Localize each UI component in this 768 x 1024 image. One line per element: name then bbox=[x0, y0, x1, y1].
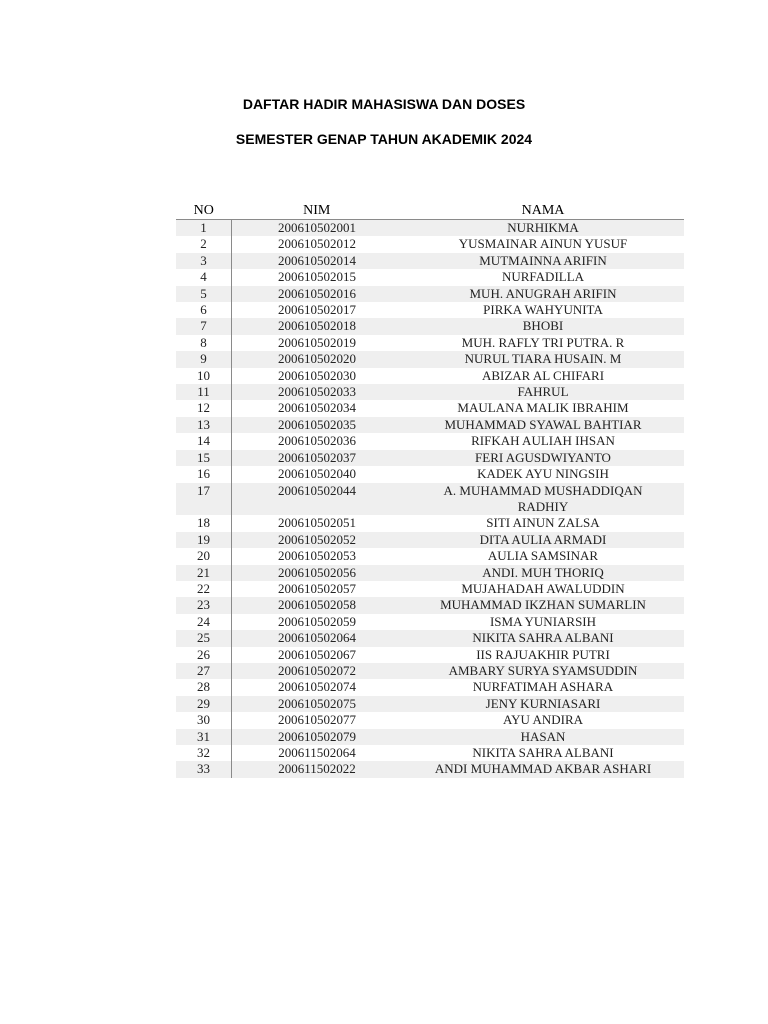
row-nim: 200610502052 bbox=[232, 532, 403, 548]
table-row bbox=[176, 450, 684, 466]
row-nama-line: AYU ANDIRA bbox=[502, 712, 584, 728]
row-no: 18 bbox=[176, 515, 232, 531]
table-row bbox=[176, 466, 684, 482]
row-no: 16 bbox=[176, 466, 232, 482]
row-nama bbox=[402, 302, 684, 318]
row-no: 20 bbox=[176, 548, 232, 564]
table-row bbox=[176, 647, 684, 663]
row-nim: 200611502064 bbox=[278, 745, 356, 760]
row-nama-line: JENY KURNIASARI bbox=[485, 695, 601, 711]
row-nama bbox=[402, 515, 684, 531]
row-nama-line: MUHAMMAD IKZHAN SUMARLIN bbox=[440, 597, 646, 613]
table-row bbox=[176, 745, 684, 761]
row-nama-line: KADEK AYU NINGSIH bbox=[477, 466, 609, 482]
header-no: NO bbox=[176, 202, 232, 220]
row-no: 7 bbox=[176, 318, 232, 334]
row-no: 2 bbox=[176, 236, 232, 252]
row-nim: 200610502016 bbox=[232, 286, 403, 302]
row-nim: 200610502036 bbox=[278, 433, 356, 449]
row-nama bbox=[402, 318, 684, 334]
row-nama-line: ISMA YUNIARSIH bbox=[489, 613, 597, 629]
row-nama-line: ABIZAR AL CHIFARI bbox=[481, 367, 605, 383]
row-no: 24 bbox=[176, 614, 232, 630]
row-nama-line: NURFADILLA bbox=[501, 269, 585, 285]
document-title: DAFTAR HADIR MAHASISWA DAN DOSES bbox=[242, 96, 526, 112]
row-nim: 200610502017 bbox=[278, 302, 356, 318]
row-nama-line: BHOBI bbox=[522, 318, 564, 334]
row-nama-line: NURHIKMA bbox=[507, 220, 579, 235]
row-nama bbox=[402, 581, 684, 597]
row-no: 10 bbox=[176, 368, 232, 384]
row-nim: 200610502012 bbox=[278, 236, 356, 252]
table-row bbox=[176, 269, 684, 285]
row-no: 5 bbox=[176, 286, 232, 302]
table-row bbox=[176, 696, 684, 712]
row-nama bbox=[402, 663, 684, 679]
row-nama-line: DITA AULIA ARMADI bbox=[479, 531, 607, 547]
row-nama bbox=[402, 647, 684, 663]
row-nama bbox=[402, 253, 684, 269]
table-row bbox=[176, 335, 684, 351]
table-row bbox=[176, 565, 684, 581]
row-nim: 200610502064 bbox=[232, 630, 403, 646]
row-no: 13 bbox=[176, 417, 232, 433]
row-nama-line: ANDI MUHAMMAD AKBAR ASHARI bbox=[434, 761, 652, 777]
row-no: 30 bbox=[176, 712, 232, 728]
row-nama bbox=[402, 400, 684, 416]
row-no: 4 bbox=[176, 269, 232, 285]
row-nama bbox=[402, 220, 684, 237]
row-nama bbox=[402, 236, 684, 252]
row-nama-line: MUTMAINNA ARIFIN bbox=[479, 252, 607, 268]
row-nim: 200610502075 bbox=[232, 696, 403, 712]
table-row bbox=[176, 548, 684, 564]
table-row bbox=[176, 286, 684, 302]
row-nama bbox=[402, 450, 684, 466]
row-no: 8 bbox=[176, 335, 232, 351]
row-nama bbox=[402, 548, 684, 564]
row-nama-line: FERI AGUSDWIYANTO bbox=[475, 449, 611, 465]
row-nama bbox=[402, 712, 684, 728]
table-row bbox=[176, 663, 684, 679]
row-nim: 200610502077 bbox=[278, 712, 356, 728]
row-no: 19 bbox=[176, 532, 232, 548]
table-row bbox=[176, 679, 684, 695]
row-no: 9 bbox=[176, 351, 232, 367]
row-no: 22 bbox=[176, 581, 232, 597]
row-nim: 200610502015 bbox=[278, 269, 356, 285]
row-nama-line: ANDI. MUH THORIQ bbox=[482, 564, 604, 580]
row-no: 6 bbox=[176, 302, 232, 318]
row-no: 26 bbox=[176, 647, 232, 663]
row-nim: 200610502058 bbox=[232, 597, 403, 613]
row-nim: 200610502072 bbox=[232, 663, 403, 679]
table-row bbox=[176, 712, 684, 728]
row-nim: 200610502079 bbox=[232, 729, 403, 745]
row-no: 31 bbox=[176, 729, 232, 745]
row-no: 29 bbox=[176, 696, 232, 712]
header-nim: NIM bbox=[232, 202, 403, 220]
table-row bbox=[176, 351, 684, 367]
table-row bbox=[176, 220, 684, 237]
table-row bbox=[176, 236, 684, 252]
row-nim: 200610502034 bbox=[278, 400, 356, 416]
table-row bbox=[176, 729, 684, 745]
row-nama bbox=[402, 368, 684, 384]
row-nama-line: YUSMAINAR AINUN YUSUF bbox=[458, 236, 628, 252]
row-nama-line: RIFKAH AULIAH IHSAN bbox=[471, 433, 615, 449]
table-row bbox=[176, 597, 684, 613]
row-no: 33 bbox=[176, 761, 232, 777]
row-nama bbox=[402, 745, 684, 761]
table-row bbox=[176, 417, 684, 433]
row-nama-line: MUH. RAFLY TRI PUTRA. R bbox=[461, 334, 625, 350]
row-nim: 200610502040 bbox=[278, 466, 356, 482]
row-nama-line: AULIA SAMSINAR bbox=[487, 548, 599, 564]
table-row bbox=[176, 483, 684, 516]
row-nim: 200610502051 bbox=[278, 515, 356, 531]
row-nama-line: IIS RAJUAKHIR PUTRI bbox=[476, 646, 610, 662]
row-nama bbox=[402, 532, 684, 548]
row-nama bbox=[402, 351, 684, 367]
row-nama bbox=[402, 384, 684, 400]
row-nama-line: NURUL TIARA HUSAIN. M bbox=[464, 351, 622, 367]
table-row bbox=[176, 253, 684, 269]
attendance-table bbox=[176, 202, 684, 778]
row-nama-line: A. MUHAMMAD MUSHADDIQAN bbox=[443, 482, 643, 498]
row-nim: 200610502030 bbox=[278, 367, 356, 383]
row-nama bbox=[402, 335, 684, 351]
row-nama bbox=[402, 614, 684, 630]
row-no: 14 bbox=[176, 433, 232, 449]
row-no: 23 bbox=[176, 597, 232, 613]
row-no: 15 bbox=[176, 450, 232, 466]
row-nama-line: MAULANA MALIK IBRAHIM bbox=[457, 400, 629, 416]
row-nama bbox=[402, 483, 684, 516]
row-nama-line: HASAN bbox=[520, 728, 566, 744]
row-nama-line: NURFATIMAH ASHARA bbox=[472, 679, 614, 695]
row-nim: 200610502019 bbox=[278, 334, 356, 350]
row-nama bbox=[402, 679, 684, 695]
row-nim: 200610502057 bbox=[278, 580, 356, 596]
row-nama bbox=[402, 433, 684, 449]
table-header-row bbox=[176, 202, 684, 220]
row-nama-line: MUH. ANUGRAH ARIFIN bbox=[469, 285, 617, 301]
row-nim: 200610502053 bbox=[278, 548, 356, 564]
row-nama bbox=[402, 565, 684, 581]
table-row bbox=[176, 384, 684, 400]
row-nama-line: PIRKA WAHYUNITA bbox=[483, 302, 603, 318]
row-nama bbox=[402, 269, 684, 285]
row-nim: 200610502056 bbox=[232, 565, 403, 581]
row-no: 32 bbox=[176, 745, 232, 761]
row-no: 1 bbox=[176, 220, 232, 237]
row-nim: 200610502044 bbox=[232, 483, 403, 516]
table-row bbox=[176, 368, 684, 384]
row-nim: 200610502067 bbox=[278, 646, 356, 662]
row-no: 27 bbox=[176, 663, 232, 679]
row-nim: 200610502035 bbox=[232, 417, 403, 433]
row-nama bbox=[402, 696, 684, 712]
table-row bbox=[176, 400, 684, 416]
table-row bbox=[176, 761, 684, 777]
row-no: 25 bbox=[176, 630, 232, 646]
table-row bbox=[176, 302, 684, 318]
table-row bbox=[176, 433, 684, 449]
row-no: 11 bbox=[176, 384, 232, 400]
table-row bbox=[176, 515, 684, 531]
header-nama: NAMA bbox=[402, 202, 684, 220]
row-nama-line: SITI AINUN ZALSA bbox=[486, 515, 600, 531]
document-subtitle: SEMESTER GENAP TAHUN AKADEMIK 2024 bbox=[235, 131, 533, 147]
row-nama bbox=[402, 286, 684, 302]
table-row bbox=[176, 532, 684, 548]
row-nama bbox=[402, 417, 684, 433]
row-no: 3 bbox=[176, 253, 232, 269]
row-nama-line: MUHAMMAD SYAWAL BAHTIAR bbox=[444, 416, 642, 432]
row-nama bbox=[402, 630, 684, 646]
row-nama bbox=[402, 761, 684, 777]
row-nama bbox=[402, 466, 684, 482]
row-no: 21 bbox=[176, 565, 232, 581]
row-nama-line: NIKITA SAHRA ALBANI bbox=[472, 630, 614, 646]
row-nim: 200610502074 bbox=[278, 679, 356, 695]
row-nim: 200610502001 bbox=[232, 220, 403, 237]
row-nama bbox=[402, 597, 684, 613]
row-nim: 200610502037 bbox=[232, 450, 403, 466]
row-nama-line-2: RADHIY bbox=[517, 498, 569, 514]
row-nama-line: MUJAHADAH AWALUDDIN bbox=[461, 580, 625, 596]
table-row bbox=[176, 581, 684, 597]
table-row bbox=[176, 318, 684, 334]
row-nim: 200610502020 bbox=[232, 351, 403, 367]
row-nim: 200610502018 bbox=[232, 318, 403, 334]
row-nim: 200611502022 bbox=[232, 761, 403, 777]
row-no: 12 bbox=[176, 400, 232, 416]
row-no: 28 bbox=[176, 679, 232, 695]
row-nim: 200610502033 bbox=[232, 384, 403, 400]
table-row bbox=[176, 614, 684, 630]
table-body bbox=[176, 220, 684, 778]
row-nama-line: NIKITA SAHRA ALBANI bbox=[472, 745, 614, 760]
row-no: 17 bbox=[176, 483, 232, 516]
row-nama-line: AMBARY SURYA SYAMSUDDIN bbox=[448, 662, 638, 678]
row-nim: 200610502014 bbox=[232, 253, 403, 269]
row-nama bbox=[402, 729, 684, 745]
row-nim: 200610502059 bbox=[278, 613, 356, 629]
row-nama-line: FAHRUL bbox=[517, 384, 569, 400]
table-row bbox=[176, 630, 684, 646]
